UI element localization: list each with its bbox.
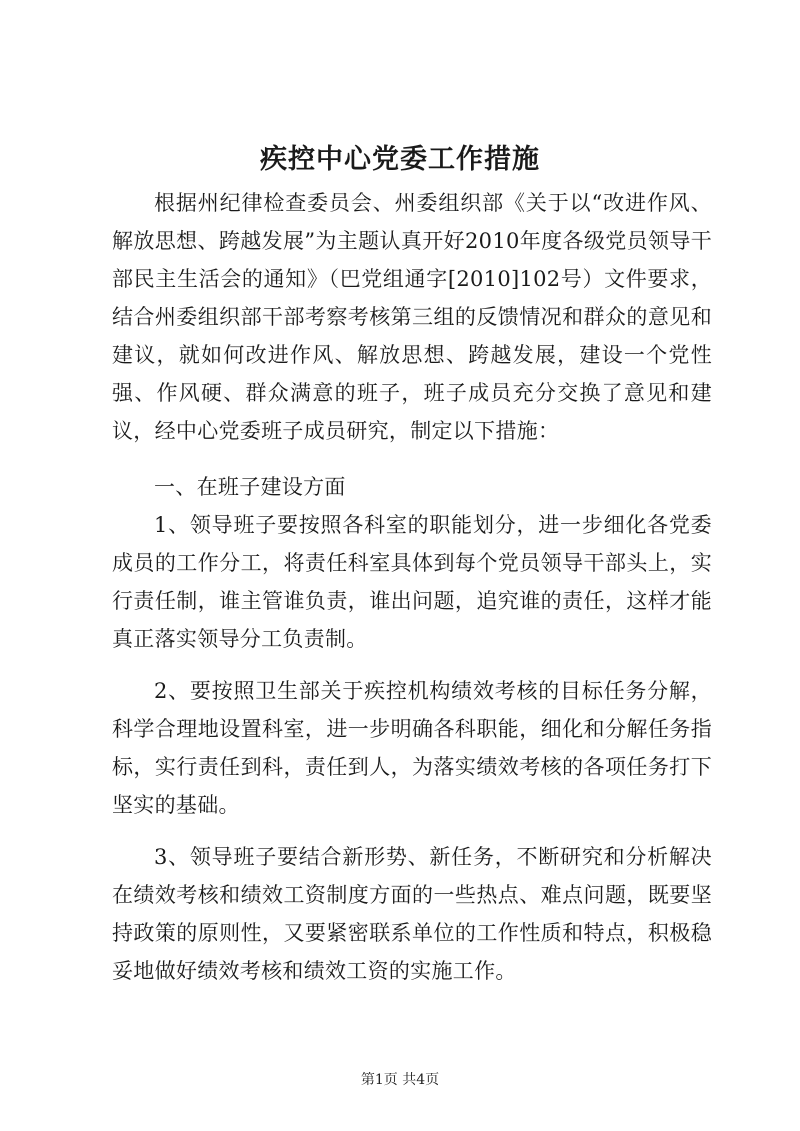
paragraph-item-2 — [112, 672, 712, 824]
paragraph-text: 3、领导班子要结合新形势、新任务，不断研究和分析解决在绩效考核和绩效工资制度方面的一些热点、难点问题，既要坚持政策的原则性，又要紧密联系单位的工作性质和特点，积极稳妥地做好绩效考核和绩效工资的实施工作。 — [112, 845, 712, 983]
paragraph-text: 根据州纪律检查委员会、州委组织部《关于以“改进作风、解放思想、跨越发展”为主题认真开好2010年度各级党员领导干部民主生活会的通知》（巴党组通字[2010]102号）文件要求，结合州委组织部干部考察考核第三组的反馈情况和群众的意见和建议，就如何改进作风、解放思想、跨越发展，建设一个党性强、作风硬、群众满意的班子，班子成员充分交换了意见和建议，经中心党委班子成员研究，制定以下措施： — [112, 191, 712, 443]
paragraph-item-1 — [112, 506, 712, 658]
paragraph-item-3 — [112, 838, 712, 990]
paragraph-text: 1、领导班子要按照各科室的职能划分，进一步细化各党委成员的工作分工，将责任科室具体到每个党员领导干部头上，实行责任制，谁主管谁负责，谁出问题，追究谁的责任，这样才能真正落实领导分工负责制。 — [112, 513, 712, 651]
page-footer: 第1页 共4页 — [360, 1072, 440, 1088]
section-heading-text: 一、在班子建设方面 — [154, 475, 346, 499]
paragraph-intro — [112, 184, 712, 450]
section-heading — [112, 468, 712, 506]
paragraph-text: 2、要按照卫生部关于疾控机构绩效考核的目标任务分解，科学合理地设置科室，进一步明确各科职能，细化和分解任务指标，实行责任到科，责任到人，为落实绩效考核的各项任务打下坚实的基础。 — [112, 679, 712, 817]
document-title: 疾控中心党委工作措施 — [260, 144, 540, 175]
